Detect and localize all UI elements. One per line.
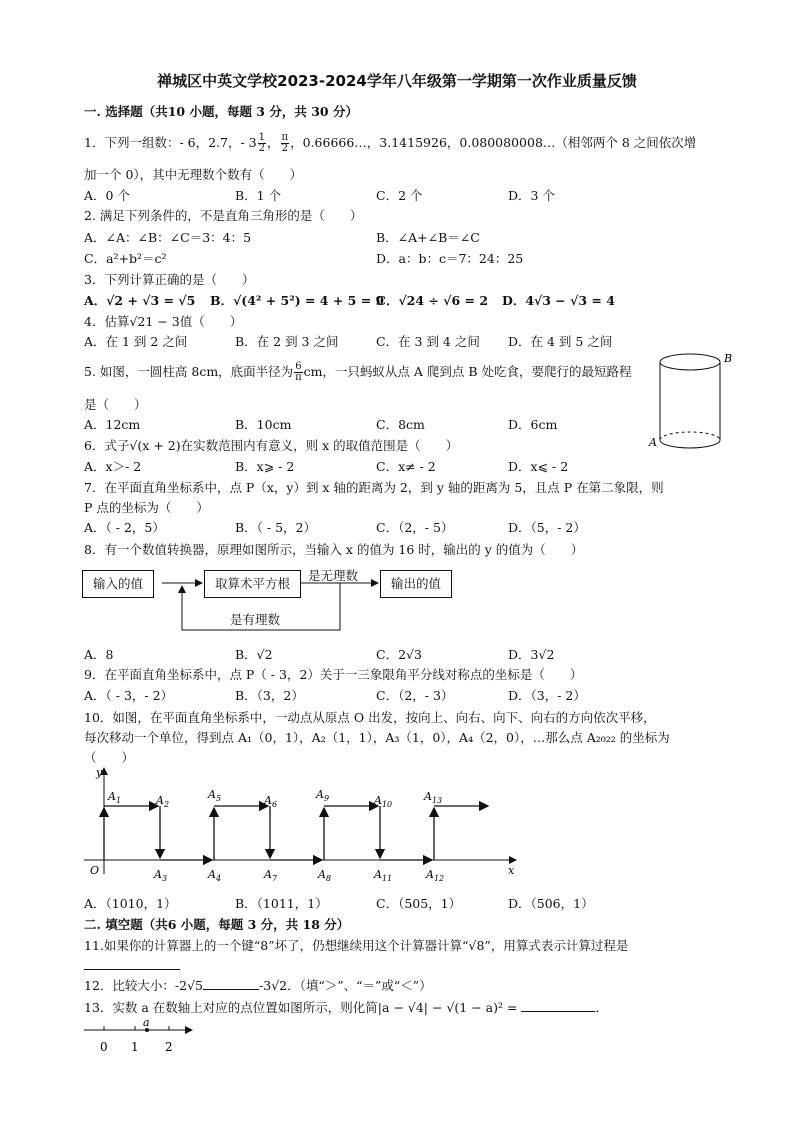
q10-stem-line1: 10．如图，在平面直角坐标系中，一动点从原点 O 出发，按向上、向右、向下、向右的方向依次平移， [84,710,656,725]
q1-text-a: 1．下列一组数：- 6，2.7，- 3 [84,135,257,150]
point-label-a1: $A_1$ [108,790,122,805]
point-label-a10: $A_{10}$ [374,794,393,809]
question-5: 5. 如图，一圆柱高 8cm，底面半径为 $\frac{6}{\pi}$ cm，一只蚂蚁从点 A 爬到点 B 处吃食，要爬行的最短路程 [84,361,632,383]
q8-option-b[interactable]: B．√2 [235,647,273,662]
y-axis-label: y [96,766,103,779]
q7-stem-line2: P 点的坐标为（ ） [84,500,209,515]
section-heading: 一. 选择题（共10 小题，每题 3 分，共 30 分） [84,104,358,119]
question-1: 1．下列一组数：- 6，2.7，- 3 $\frac{1}{2}$ ， $\frac{\pi}{2}$ ，0.66666…，3.1415926，0.080080008…（相邻两个 8 之间依次增 [84,132,697,154]
q6-option-d[interactable]: D．x⩽ - 2 [508,459,569,474]
flow-input-box: 输入的值 [82,570,154,598]
q10-stem-line3: （ ） [84,750,135,765]
q4-stem: 4．估算√21 − 3值（ ） [84,314,243,329]
q6-option-c[interactable]: C．x≠ - 2 [376,459,436,474]
q5-option-a[interactable]: A．12cm [84,417,141,432]
q13-answer-blank[interactable] [521,999,595,1012]
q7-stem-line1: 7．在平面直角坐标系中，点 P（x，y）到 x 轴的距离为 2，到 y 轴的距离为 5，且点 P 在第二象限，则 [84,480,664,495]
flow-chart [82,564,462,636]
q2-option-a[interactable]: A．∠A：∠B：∠C＝3：4：5 [84,230,252,245]
point-a-label: a [143,1016,150,1029]
q1-option-c[interactable]: C．2 个 [376,188,423,203]
q11-answer-blank[interactable] [84,956,180,970]
flow-rational-label: 是有理数 [230,612,281,627]
point-label-a5: $A_5$ [208,788,222,803]
question-13: 13．实数 a 在数轴上对应的点位置如图所示，则化简|a − √4| − √(1 − a)² = ． [84,1000,608,1015]
q4-option-b[interactable]: B．在 2 到 3 之间 [235,334,339,349]
q7-option-b[interactable]: B．（ - 5，2） [235,520,317,535]
q1-text-b: ，0.66666…，3.1415926，0.080080008…（相邻两个 8 之间依次增 [290,135,697,150]
q5-option-c[interactable]: C．8cm [376,417,425,432]
point-label-a12: $A_{12}$ [426,868,445,882]
point-label-a9: $A_9$ [316,788,330,803]
q10-option-a[interactable]: A．（1010，1） [84,896,177,911]
q6-option-b[interactable]: B．x⩾ - 2 [235,459,295,474]
point-label-a2: $A_2$ [156,794,170,809]
q4-option-a[interactable]: A．在 1 到 2 之间 [84,334,188,349]
q5-option-b[interactable]: B．10cm [235,417,292,432]
tick-label-1: 1 [131,1040,139,1054]
q12-answer-blank[interactable] [203,977,259,990]
point-label-a7: $A_7$ [264,868,278,882]
point-label-a3: $A_3$ [154,868,168,882]
q9-option-b[interactable]: B．（3，2） [235,688,304,703]
q8-option-d[interactable]: D．3√2 [508,647,555,662]
q3-option-c[interactable]: C．√24 ÷ √6 = 2 [376,293,489,308]
q10-option-d[interactable]: D．（506，1） [508,896,594,911]
origin-label: O [90,864,100,877]
point-label-a8: $A_8$ [318,868,332,882]
q5-stem-line2: 是（ ） [84,397,147,412]
q2-option-d[interactable]: D．a：b：c＝7：24：25 [376,251,524,266]
question-12: 12．比较大小：-2√5 -3√2．（填“＞”、“＝”或“＜”） [84,978,432,993]
tick-label-0: 0 [100,1040,108,1054]
point-b-label: B [724,352,733,365]
flow-process-box: 取算术平方根 [204,570,301,598]
q7-option-c[interactable]: C．（2，- 5） [376,520,454,535]
point-label-a13: $A_{13}$ [424,790,443,805]
number-line-figure [84,1014,204,1054]
q3-option-b[interactable]: B．√(4² + 5²) = 4 + 5 = 9 [210,293,385,308]
q11-stem: 11.如果你的计算器上的一个键“8”坏了，仍想继续用这个计算器计算“√8”，用算式表示计算过程是 [84,938,629,953]
q9-option-a[interactable]: A．（ - 3，- 2） [84,688,174,703]
q2-stem: 2. 满足下列条件的，不是直角三角形的是（ ） [84,208,363,223]
q10-option-c[interactable]: C．（505，1） [376,896,462,911]
q6-stem: 6．式子√(x + 2)在实数范围内有意义，则 x 的取值范围是（ ） [84,438,459,453]
q9-option-d[interactable]: D．（3，- 2） [508,688,586,703]
q1-option-a[interactable]: A．0 个 [84,188,130,203]
point-label-a6: $A_6$ [264,794,278,809]
q1-option-d[interactable]: D．3 个 [508,188,555,203]
q2-option-b[interactable]: B．∠A+∠B＝∠C [376,230,480,245]
q8-option-c[interactable]: C．2√3 [376,647,422,662]
q6-option-a[interactable]: A．x＞- 2 [84,459,142,474]
q1-text-line2: 加一个 0），其中无理数个数有（ ） [84,167,303,182]
fraction: $\frac{6}{\pi}$ [295,361,302,383]
cylinder-figure [648,346,738,458]
x-axis-label: x [508,864,515,877]
section-heading-2: 二. 填空题（共6 小题，每题 3 分，共 18 分） [84,917,350,932]
q3-option-d[interactable]: D．4√3 − √3 = 4 [502,293,615,308]
q7-option-d[interactable]: D．（5，- 2） [508,520,586,535]
fraction: $\frac{1}{2}$ [258,132,266,154]
point-a-label: A [649,436,657,449]
q2-option-c[interactable]: C．a²+b²＝c² [84,251,167,266]
q5-option-d[interactable]: D．6cm [508,417,558,432]
q3-option-a[interactable]: A．√2 + √3 = √5 [84,293,196,308]
q10-stem-line2: 每次移动一个单位，得到点 A₁（0，1），A₂（1，1），A₃（1，0），A₄（2，0），…那么点 A₂₀₂₂ 的坐标为 [84,730,670,745]
q8-option-a[interactable]: A．8 [84,647,114,662]
q4-option-c[interactable]: C．在 3 到 4 之间 [376,334,480,349]
fraction: $\frac{\pi}{2}$ [281,132,289,154]
tick-label-2: 2 [165,1040,173,1054]
q3-stem: 3．下列计算正确的是（ ） [84,272,255,287]
q8-stem: 8．有一个数值转换器，原理如图所示，当输入 x 的值为 16 时，输出的 y 的值为（ ） [84,542,584,557]
page-title: 禅城区中英文学校2023-2024学年八年级第一学期第一次作业质量反馈 [157,72,637,90]
q9-option-c[interactable]: C．（2，- 3） [376,688,454,703]
q9-stem: 9．在平面直角坐标系中，点 P（ - 3，2）关于一三象限角平分线对称点的坐标是（ ） [84,667,583,682]
point-label-a11: $A_{11}$ [374,868,393,882]
q10-option-b[interactable]: B．（1011，1） [235,896,328,911]
point-label-a4: $A_4$ [208,868,222,882]
flow-output-box: 输出的值 [380,570,452,598]
q1-option-b[interactable]: B．1 个 [235,188,282,203]
q4-option-d[interactable]: D．在 4 到 5 之间 [508,334,613,349]
flow-irrational-label: 是无理数 [308,568,359,583]
coordinate-path-figure [84,762,524,882]
q7-option-a[interactable]: A．（ - 2，5） [84,520,165,535]
